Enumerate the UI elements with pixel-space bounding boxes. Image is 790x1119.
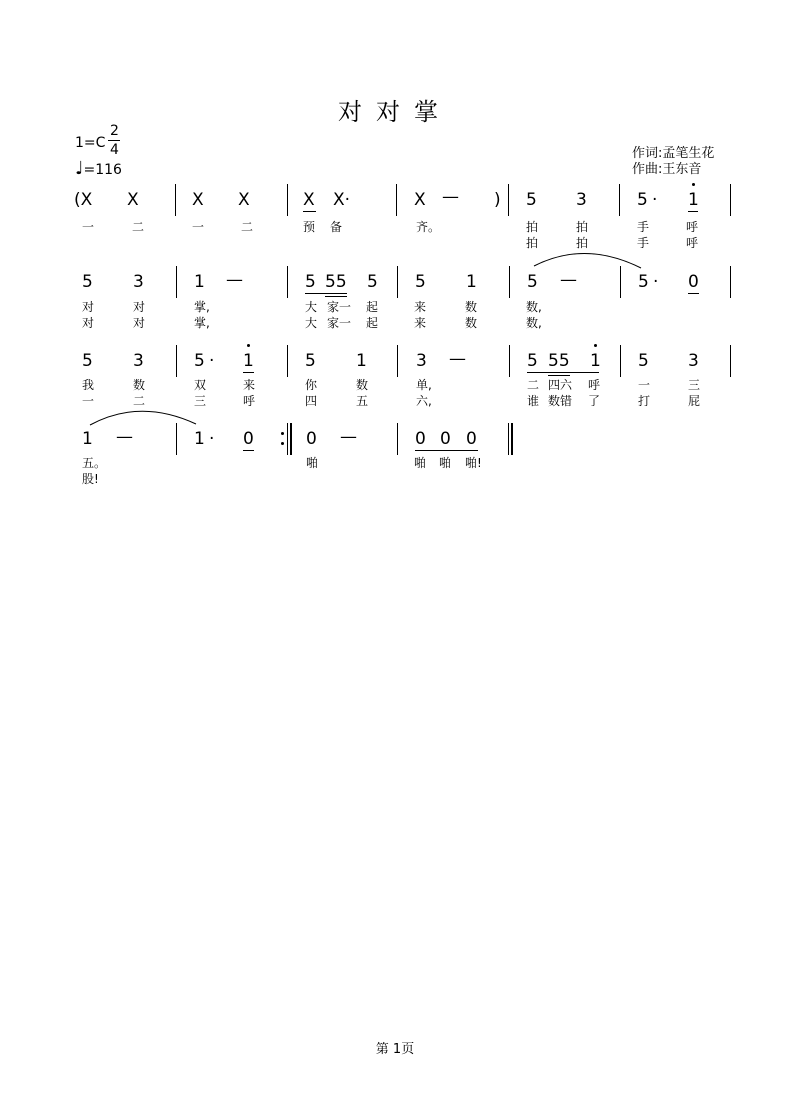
slur (90, 411, 196, 425)
note: X· (333, 190, 351, 210)
augmentation-dot: · (653, 272, 659, 292)
note: 1 (194, 272, 205, 292)
lyric: 数 (133, 378, 146, 392)
lyric: 一 (192, 220, 205, 234)
lyric: 单, (416, 378, 432, 392)
lyric: 对 (82, 300, 95, 314)
lyric: 数, (526, 316, 542, 330)
quarter-note-icon: ♩ (75, 158, 84, 179)
lyric: 一 (82, 220, 95, 234)
lyric: 掌, (194, 316, 210, 330)
note: 1 (243, 351, 254, 371)
note: 5 (82, 351, 93, 371)
lyric: 数, (526, 300, 542, 314)
lyric: 来 (243, 378, 256, 392)
lyric: 对 (82, 316, 95, 330)
lyric: 拍 (576, 220, 589, 234)
lyric: 你 (305, 378, 318, 392)
lyric: 五 (356, 394, 369, 408)
note: X (303, 190, 315, 210)
lyric: 啪 (306, 456, 319, 470)
lyric: 呼 (686, 220, 699, 234)
lyric: 拍 (576, 236, 589, 250)
note: 3 (688, 351, 699, 371)
note: (X (74, 190, 93, 210)
tempo-value: =116 (83, 162, 122, 178)
score-title: 对对掌 (338, 98, 452, 126)
lyric: 六, (416, 394, 432, 408)
note: 3 (133, 351, 144, 371)
lyric: 二 (132, 220, 145, 234)
lyric: 数 (356, 378, 369, 392)
note: X (414, 190, 426, 210)
lyric: 来 (414, 316, 427, 330)
lyric: 对 (133, 300, 146, 314)
note-dash: — (449, 349, 466, 369)
lyric: 呼 (588, 378, 601, 392)
note: 1 (590, 351, 601, 371)
note: ) (494, 190, 501, 210)
note: 5 (638, 351, 649, 371)
lyric: 三 (688, 378, 701, 392)
note: X (192, 190, 204, 210)
lyricist-credit: 作词:孟笔生花 (632, 146, 715, 161)
note-dash: — (116, 427, 133, 447)
lyric: 屁 (688, 394, 701, 408)
lyric: 二 (241, 220, 254, 234)
lyric: 一 (82, 394, 95, 408)
note-dash: — (442, 187, 459, 207)
lyric: 股! (82, 472, 99, 486)
note: 0 (243, 429, 254, 449)
lyric: 我 (82, 378, 95, 392)
lyric: 起 (366, 300, 379, 314)
note: 5 (305, 272, 316, 292)
note: 5 (305, 351, 316, 371)
lyric: 一 (638, 378, 651, 392)
note: 1 (466, 272, 477, 292)
lyric: 大 (305, 316, 318, 330)
lyric: 掌, (194, 300, 210, 314)
note: 3 (133, 272, 144, 292)
note: X (238, 190, 250, 210)
note: 3 (576, 190, 587, 210)
note: 5 (637, 190, 648, 210)
note-dash: — (226, 270, 243, 290)
lyric: 数 (465, 300, 478, 314)
lyric: 手 (637, 220, 650, 234)
lyric: 三 (194, 394, 207, 408)
note: 5 (527, 351, 538, 371)
lyric: 啪! (465, 456, 482, 470)
note: 0 (306, 429, 317, 449)
note: 5 (638, 272, 649, 292)
lyric: 五。 (82, 456, 107, 470)
note: X (127, 190, 139, 210)
lyric: 拍 (526, 236, 539, 250)
note: 5 (526, 190, 537, 210)
lyric: 了 (588, 394, 601, 408)
note: 1 (356, 351, 367, 371)
note: 5 (82, 272, 93, 292)
key-signature: 1=C (75, 135, 106, 151)
lyric: 四六 (548, 378, 573, 392)
lyric: 拍 (526, 220, 539, 234)
note: 5 (367, 272, 378, 292)
augmentation-dot: · (209, 351, 215, 371)
lyric: 二 (133, 394, 146, 408)
time-signature-denominator: 4 (110, 142, 119, 158)
lyric: 二 (527, 378, 540, 392)
lyric: 预 (303, 220, 316, 234)
note-dash: — (560, 270, 577, 290)
note: 5 (527, 272, 538, 292)
lyric: 谁 (527, 394, 540, 408)
lyric: 对 (133, 316, 146, 330)
note: 0 (688, 272, 699, 292)
note: 0 (415, 429, 426, 449)
note: 0 (466, 429, 477, 449)
lyric: 啪 (414, 456, 427, 470)
page-number: 第 1页 (375, 1042, 415, 1057)
lyric: 啪 (439, 456, 452, 470)
note: 1 (194, 429, 205, 449)
lyric: 齐。 (416, 220, 441, 234)
lyric: 呼 (686, 236, 699, 250)
slur (534, 253, 641, 268)
time-signature-numerator: 2 (110, 123, 119, 139)
note: 5 (415, 272, 426, 292)
augmentation-dot: · (209, 429, 215, 449)
lyric: 手 (637, 236, 650, 250)
note: 55 (325, 272, 347, 292)
lyric: 备 (330, 220, 343, 234)
lyric: 大 (305, 300, 318, 314)
note: 3 (416, 351, 427, 371)
lyric: 呼 (243, 394, 256, 408)
lyric: 来 (414, 300, 427, 314)
note: 55 (548, 351, 570, 371)
augmentation-dot: · (652, 190, 658, 210)
lyric: 家一 (327, 300, 352, 314)
lyric: 打 (638, 394, 651, 408)
lyric: 家一 (327, 316, 352, 330)
note: 0 (440, 429, 451, 449)
lyric: 起 (366, 316, 379, 330)
note: 5 (194, 351, 205, 371)
composer-credit: 作曲:王东音 (632, 162, 702, 177)
note: 1 (82, 429, 93, 449)
lyric: 数错 (548, 394, 573, 408)
lyric: 双 (194, 378, 207, 392)
lyric: 数 (465, 316, 478, 330)
lyric: 四 (305, 394, 318, 408)
note: 1 (688, 190, 699, 210)
note-dash: — (340, 427, 357, 447)
